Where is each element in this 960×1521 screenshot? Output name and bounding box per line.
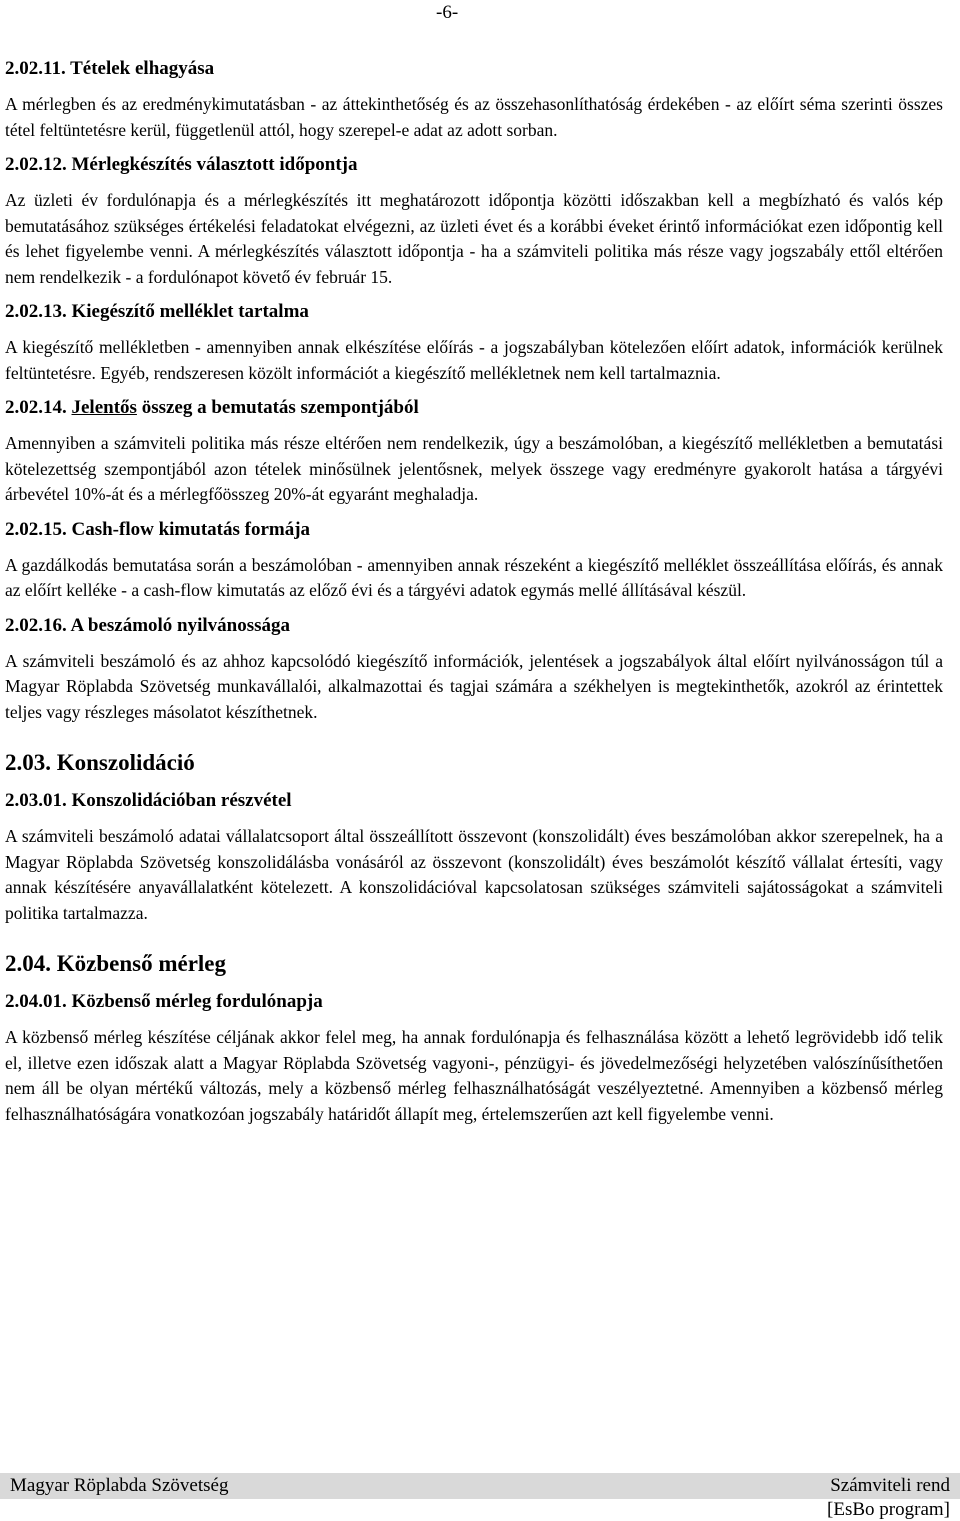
heading-rest: összeg a bemutatás szempontjából bbox=[136, 397, 419, 418]
section-heading-2-02-13: 2.02.13. Kiegészítő melléklet tartalma bbox=[5, 301, 309, 322]
section-paragraph-2-04-01: A közbenső mérleg készítése céljának akkor felel meg, ha annak fordulónapja és felhasználása között a lehető legrövidebb idő telik el, illetve ezen időszak alatt a Magyar Röplabda Szövetség vagyoni-, pénzügyi- és jövedelmezőségi helyzetében valószínűsíthetően nem áll be olyan mértékű változás, mely a közbenső mérleg felhasználhatóságát veszélyeztetné. Amennyiben a közbenső mérleg felhasználhatóságára vonatkozóan jogszabály határidőt állapít meg, értelemszerűen azt kell figyelembe venni. bbox=[5, 1027, 943, 1124]
section-paragraph-2-02-11: A mérlegben és az eredménykimutatásban - az áttekinthetőség és az összehasonlíthatóság érdekében - az előírt séma szerinti összes tétel feltüntetésre kerül, függetlenül attól, hogy szerepel-e adat az adott sorban. bbox=[5, 94, 943, 140]
major-heading-2-03: 2.03. Konszolidáció bbox=[5, 750, 195, 775]
page-number: -6- bbox=[436, 2, 459, 23]
section-heading-2-02-14 bbox=[5, 395, 943, 421]
footer-program: [EsBo program] bbox=[827, 1499, 950, 1520]
section-heading-2-02-12: 2.02.12. Mérlegkészítés választott időpontja bbox=[5, 154, 358, 175]
footer-document-title: Számviteli rend bbox=[830, 1475, 950, 1496]
section-heading-2-02-15: 2.02.15. Cash-flow kimutatás formája bbox=[5, 518, 311, 540]
section-heading-2-04-01: 2.04.01. Közbenső mérleg fordulónapja bbox=[5, 991, 323, 1012]
section-paragraph-2-03-01: A számviteli beszámoló adatai vállalatcsoport által összeállított összevont (konszolidált) éves beszámolóban akkor szerepelnek, ha a Magyar Röplabda Szövetség konszolidálásba vonásáról az összevont (konszolidált) éves beszámolót készítő vállalat értesíti, vagy annak készítésére anyavállalatként kötelezett. A konszolidációval kapcsolatosan szükséges számviteli sajátosságokat a számviteli politika tartalmazza. bbox=[5, 826, 943, 923]
footer-organization: Magyar Röplabda Szövetség bbox=[10, 1475, 229, 1496]
section-heading-2-02-11: 2.02.11. Tételek elhagyása bbox=[5, 58, 215, 79]
heading-underlined-word: Jelentős bbox=[71, 397, 137, 418]
section-paragraph-2-02-12: Az üzleti év fordulónapja és a mérlegkészítés itt meghatározott időpontja közötti időszakban kell a megbízható és valós kép bemutatásához szükséges értékelési feladatokat elvégezni, az üzleti évet és a korábbi éveket érintő információkat ezen időpontig kell és lehet figyelembe venni. A mérlegkészítés választott időpontja - ha a számviteli politika más része vagy jogszabály ettől eltérően nem rendelkezik - a fordulónapot követő év február 15. bbox=[5, 190, 943, 287]
section-paragraph-2-02-13: A kiegészítő mellékletben - amennyiben annak elkészítése előírás - a jogszabályban kötelezően előírt adatok, információk kerülnek feltüntetésre. Egyéb, rendszeresen közölt információt a kiegészítő mellékletnek nem kell tartalmaznia. bbox=[5, 337, 943, 383]
section-heading-2-02-16: 2.02.16. A beszámoló nyilvánossága bbox=[5, 614, 291, 636]
section-paragraph-2-02-16: A számviteli beszámoló és az ahhoz kapcsolódó kiegészítő információk, jelentések a jogszabályok által előírt nyilvánosságon túl a Magyar Röplabda Szövetség munkavállalói, alkalmazottai és tagjai számára a székhelyen is megtekinthetők, azokról az érintettek teljes vagy részleges másolatot készíthetnek. bbox=[5, 650, 943, 722]
section-paragraph-2-02-14: Amennyiben a számviteli politika más része eltérően nem rendelkezik, úgy a beszámolóban, a kiegészítő mellékletben a bemutatási kötelezettség szempontjából azon tételek minősülnek jelentősnek, melyek összege vagy eredményre gyakorolt hatása a tárgyévi árbevétel 10%-át és a mérlegfőösszeg 20%-át egyaránt meghaladja. bbox=[5, 433, 943, 504]
section-heading-2-03-01: 2.03.01. Konszolidációban részvétel bbox=[5, 790, 292, 811]
section-paragraph-2-02-15: A gazdálkodás bemutatása során a beszámolóban - amennyiben annak részeként a kiegészítő melléklet összeállítása előírás, és annak az előírt kelléke - a cash-flow kimutatás az előző évi és a tárgyévi adatok egymás mellé állításával készül. bbox=[5, 554, 943, 600]
document-body bbox=[5, 56, 943, 1136]
major-heading-2-04: 2.04. Közbenső mérleg bbox=[5, 951, 227, 976]
heading-number: 2.02.14. bbox=[5, 397, 72, 418]
